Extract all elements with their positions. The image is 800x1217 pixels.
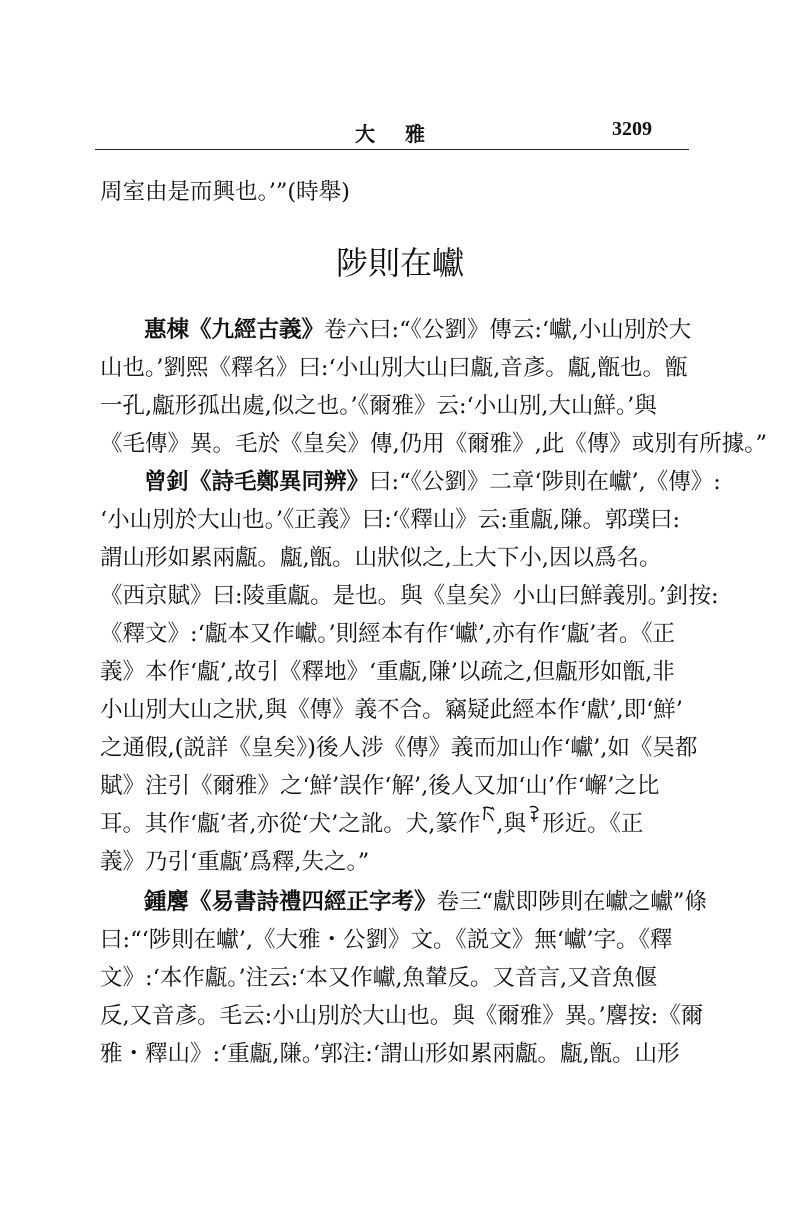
- paragraph-1-line-4: 《毛傳》異。毛於《皇矣》傳,仍用《爾雅》,此《傳》或別有所據。”: [100, 431, 768, 457]
- paragraph-2-line-1: [144, 462, 721, 502]
- paragraph-2-line-6: 義》本作‘甗’,故引《釋地》‘重甗,隒’以疏之,但甗形如甑,非: [100, 659, 675, 685]
- paragraph-3-line-3: 文》:‘本作甗。’注云:‘本又作巘,魚輦反。又音言,又音魚偃: [100, 965, 658, 991]
- paragraph-3-line-4: 反,又音彥。毛云:小山別於大山也。與《爾雅》異。’麐按:《爾: [100, 1003, 704, 1029]
- paragraph-2-line-8: 之通假,(説詳《皇矣》)後人涉《傳》義而加山作‘巘’,如《吴都: [100, 735, 698, 761]
- text-span: 曰:“《公劉》二章‘陟則在巘’,《傳》:: [369, 469, 721, 495]
- cited-author: 鍾麐《易書詩禮四經正字考》: [144, 889, 437, 915]
- paragraph-3-line-2: 曰:“‘陟則在巘’,《大雅・公劉》文。《説文》無‘巘’字。《釋: [100, 927, 673, 953]
- paragraph-1-line-1: [144, 310, 700, 350]
- paragraph-2-line-3: 謂山形如累兩甗。甗,甑。山狀似之,上大下小,因以爲名。: [100, 545, 662, 571]
- paragraph-2-line-9: 賦》注引《爾雅》之‘鮮’誤作‘解’,後人又加‘山’作‘嶰’之比: [100, 773, 660, 799]
- text-line: 周室由是而興也。’”(時舉): [100, 179, 350, 205]
- paragraph-3-line-1: [144, 882, 708, 922]
- paragraph-2-line-11: 義》乃引‘重甗’爲釋,失之。”: [100, 849, 370, 875]
- page-number: 3209: [612, 118, 652, 140]
- cited-author: 曾釗《詩毛鄭異同辨》: [144, 469, 370, 495]
- paragraph-2-line-7: 小山別大山之狀,與《傳》義不合。竊疑此經本作‘獻’,即‘鮮’: [100, 697, 683, 723]
- cited-author: 惠棟《九經古義》: [144, 317, 325, 343]
- text-span: 形近。《正: [542, 811, 644, 837]
- section-title: 陟則在巘: [335, 244, 464, 282]
- seal-script-quan-glyph: [480, 804, 496, 824]
- paragraph-1-line-3: 一孔,甗形孤出處,似之也。’《爾雅》云:‘小山別,大山鮮。’與: [100, 393, 657, 419]
- seal-script-glyph: [526, 804, 542, 824]
- paragraph-2-line-10: [100, 804, 700, 844]
- text-span: 卷六曰:“《公劉》傳云:‘巘,小山別於大: [324, 317, 692, 343]
- text-span: ,與: [496, 811, 527, 837]
- text-span: 卷三“獻即陟則在巘之巘”條: [436, 889, 708, 915]
- paragraph-1-line-2: 山也。’劉熙《釋名》曰:‘小山別大山曰甗,音彥。甗,甑也。甑: [100, 355, 688, 381]
- paragraph-2-line-5: 《釋文》:‘甗本又作巘。’則經本有作‘巘’,亦有作‘甗’者。《正: [100, 621, 676, 647]
- paragraph-2-line-4: 《西京賦》曰:陵重甗。是也。與《皇矣》小山曰鮮義別。’釗按:: [100, 583, 719, 609]
- paragraph-3-line-5: 雅・釋山》:‘重甗,隒。’郭注:‘謂山形如累兩甗。甗,甑。山形: [100, 1041, 680, 1067]
- text-span: 耳。其作‘甗’者,亦從‘犬’之訛。犬,篆作: [100, 811, 481, 837]
- header-rule: [95, 149, 689, 150]
- running-title: 大雅: [355, 122, 455, 146]
- paragraph-2-line-2: ‘小山別於大山也。’《正義》曰:‘《釋山》云:重甗,隒。郭璞曰:: [100, 507, 681, 533]
